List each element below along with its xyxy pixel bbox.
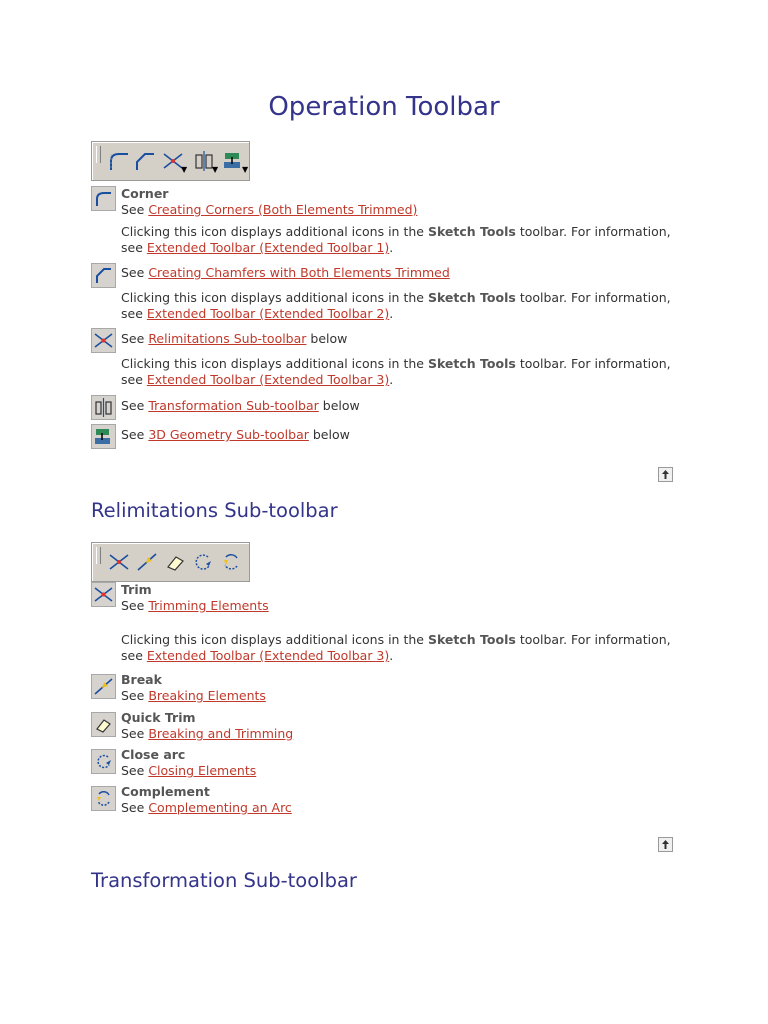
see-text: see (121, 306, 143, 321)
mirror-icon (91, 395, 116, 420)
see-text: See (121, 688, 145, 703)
see-text: See (121, 598, 145, 613)
see-text: see (121, 240, 143, 255)
trim-icon (91, 328, 116, 353)
chamfer-icon[interactable] (132, 148, 158, 174)
relimitations-heading: Relimitations Sub-toolbar (91, 499, 338, 522)
extended-toolbar-1-link[interactable]: Extended Toolbar (Extended Toolbar 1) (146, 240, 390, 255)
period: . (389, 306, 394, 321)
description-text: toolbar. For information, (519, 224, 671, 239)
corner-name: Corner (121, 186, 169, 201)
see-text: See (121, 800, 145, 815)
sketch-tools-label: Sketch Tools (427, 224, 516, 239)
complement-name: Complement (121, 784, 210, 799)
close-arc-icon[interactable] (190, 549, 216, 575)
transformation-heading: Transformation Sub-toolbar (91, 869, 357, 892)
break-icon[interactable] (134, 549, 160, 575)
chevron-down-icon[interactable]: ▼ (212, 165, 219, 174)
close-arc-link[interactable]: Closing Elements (148, 763, 257, 778)
3d-geometry-icon (91, 424, 116, 449)
trim-link[interactable]: Trimming Elements (148, 598, 269, 613)
chevron-down-icon[interactable]: ▼ (242, 165, 249, 174)
period: . (389, 372, 394, 387)
chamfer-icon (91, 263, 116, 288)
description-text: toolbar. For information, (519, 632, 671, 647)
sketch-tools-label: Sketch Tools (427, 290, 516, 305)
eraser-icon (91, 712, 116, 737)
below-text: below (310, 331, 348, 346)
relimitations-link[interactable]: Relimitations Sub-toolbar (148, 331, 307, 346)
see-text: See (121, 331, 145, 346)
corner-icon (91, 186, 116, 211)
trim-icon (91, 582, 116, 607)
close-arc-icon (91, 749, 116, 774)
below-text: below (312, 427, 350, 442)
description-text: Clicking this icon displays additional icons in the (121, 290, 424, 305)
see-text: See (121, 726, 145, 741)
description-text: Clicking this icon displays additional icons in the (121, 632, 424, 647)
break-link[interactable]: Breaking Elements (148, 688, 266, 703)
complement-icon[interactable] (218, 549, 244, 575)
operation-toolbar (91, 141, 250, 181)
toolbar-grip (96, 146, 101, 163)
transformation-link[interactable]: Transformation Sub-toolbar (148, 398, 319, 413)
period: . (389, 240, 394, 255)
trim-icon[interactable] (106, 549, 132, 575)
complement-link[interactable]: Complementing an Arc (148, 800, 292, 815)
see-text: see (121, 372, 143, 387)
chamfer-link[interactable]: Creating Chamfers with Both Elements Trimmed (148, 265, 450, 280)
chevron-down-icon[interactable]: ▼ (181, 165, 188, 174)
back-to-top-icon[interactable] (658, 837, 673, 852)
period: . (389, 648, 394, 663)
extended-toolbar-3-link[interactable]: Extended Toolbar (Extended Toolbar 3) (146, 372, 390, 387)
trim-name: Trim (121, 582, 152, 597)
description-text: Clicking this icon displays additional icons in the (121, 356, 424, 371)
sketch-tools-label: Sketch Tools (427, 356, 516, 371)
see-text: See (121, 427, 145, 442)
see-text: see (121, 648, 143, 663)
description-text: toolbar. For information, (519, 290, 671, 305)
close-arc-name: Close arc (121, 747, 186, 762)
break-icon (91, 674, 116, 699)
see-text: See (121, 398, 145, 413)
see-text: See (121, 763, 145, 778)
quick-trim-name: Quick Trim (121, 710, 196, 725)
quick-trim-link[interactable]: Breaking and Trimming (148, 726, 294, 741)
complement-icon (91, 786, 116, 811)
eraser-icon[interactable] (162, 549, 188, 575)
description-text: Clicking this icon displays additional icons in the (121, 224, 424, 239)
extended-toolbar-2-link[interactable]: Extended Toolbar (Extended Toolbar 2) (146, 306, 390, 321)
see-text: See (121, 265, 145, 280)
break-name: Break (121, 672, 162, 687)
relimitations-toolbar (91, 542, 250, 582)
toolbar-grip (96, 547, 101, 564)
see-text: See (121, 202, 145, 217)
extended-toolbar-3-link[interactable]: Extended Toolbar (Extended Toolbar 3) (146, 648, 390, 663)
corner-link[interactable]: Creating Corners (Both Elements Trimmed) (148, 202, 418, 217)
description-text: toolbar. For information, (519, 356, 671, 371)
back-to-top-icon[interactable] (658, 467, 673, 482)
3d-geometry-link[interactable]: 3D Geometry Sub-toolbar (148, 427, 309, 442)
sketch-tools-label: Sketch Tools (427, 632, 516, 647)
below-text: below (322, 398, 360, 413)
page-title: Operation Toolbar (268, 92, 500, 122)
corner-icon[interactable] (106, 148, 132, 174)
